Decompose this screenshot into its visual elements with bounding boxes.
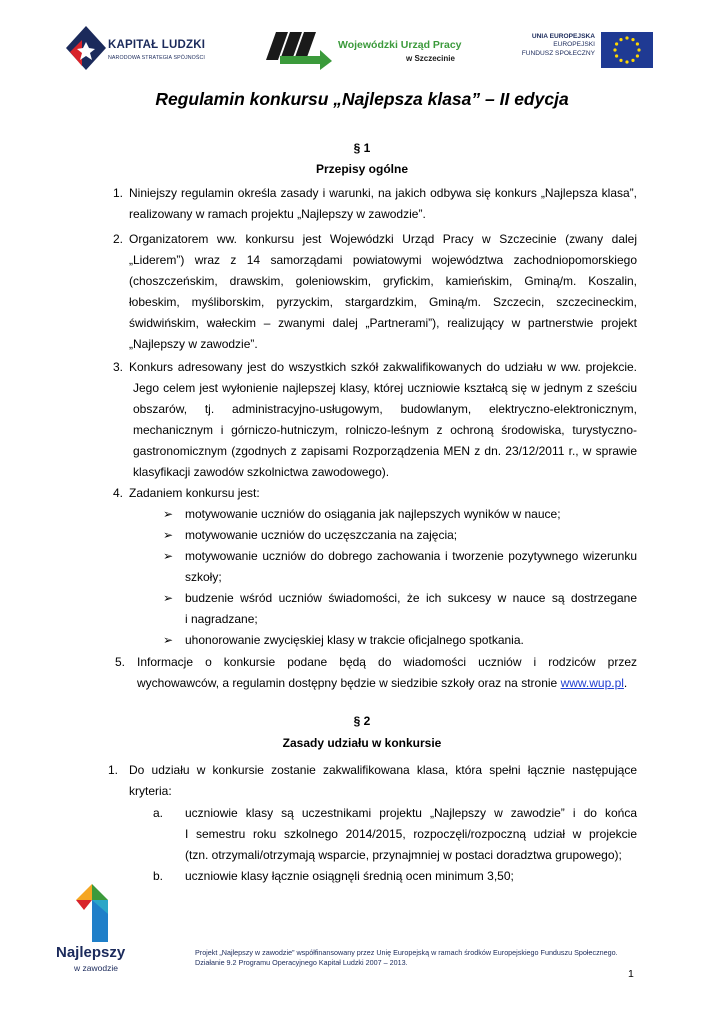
bullet-arrow-icon: ➢ bbox=[163, 549, 174, 563]
footer-line-2: Działanie 9.2 Programu Operacyjnego Kapitał Ludzki 2007 – 2013. bbox=[195, 958, 408, 967]
s2-p1-line-2: kryteria: bbox=[129, 784, 172, 798]
s1-p3-number: 3. bbox=[113, 360, 124, 374]
s1-p3-line-5: gastronomicznym (zgodnych z zapisami Rozporządzenia MEN z dn. 23/12/2011 r., w sprawie bbox=[133, 444, 637, 458]
eu-logo bbox=[513, 32, 653, 68]
s1-p4-number: 4. bbox=[113, 486, 124, 500]
s1-p1-number: 1. bbox=[113, 186, 124, 200]
s2-item-a-line-2: I semestru roku szkolnego 2014/2015, rozpoczęli/rozpoczną udział w projekcie bbox=[185, 827, 637, 841]
section-2-heading: Zasady udziału w konkursie bbox=[282, 736, 442, 750]
kapital-ludzki-mark-icon bbox=[66, 26, 106, 70]
s2-p1-number: 1. bbox=[108, 763, 119, 777]
s1-p2-line-4: łobeskim, myśliborskim, pyrzyckim, stargardzkim, Gminą/m. Szczecin, szczecineckim, bbox=[129, 295, 637, 309]
bullet-arrow-icon: ➢ bbox=[163, 591, 174, 605]
s2-item-a-label: a. bbox=[153, 806, 164, 820]
footer-line-1: Projekt „Najlepszy w zawodzie” współfinansowany przez Unię Europejską w ramach środków Europejskiego Funduszu Społecznego. bbox=[195, 948, 618, 957]
s1-p4-bullet-1: motywowanie uczniów do osiągania jak najlepszych wyników w nauce; bbox=[185, 507, 561, 521]
page-header bbox=[0, 24, 724, 72]
wup-logo bbox=[266, 30, 466, 70]
s1-p4-bullet-3-line-2: szkoły; bbox=[185, 570, 222, 584]
wup-title: Wojewódzki Urząd Pracy bbox=[338, 39, 462, 51]
s1-p2-number: 2. bbox=[113, 232, 124, 246]
s1-p4-bullet-4-line-2: i nagradzane; bbox=[185, 612, 258, 626]
s1-p3-line-3: obszarów, tj. administracyjno-usługowym, budowlanym, elektryczno-elektronicznym, bbox=[133, 402, 637, 416]
s1-p5-line-2 bbox=[137, 676, 627, 690]
eu-line-1: UNIA EUROPEJSKA bbox=[531, 33, 595, 40]
document-title: Regulamin konkursu „Najlepsza klasa” – II edycja bbox=[155, 89, 569, 109]
s1-p5-number: 5. bbox=[115, 655, 126, 669]
s1-p1-line-1: Niniejszy regulamin określa zasady i warunki, na jakich odbywa się konkurs „Najlepsza klasa”, bbox=[129, 186, 637, 200]
s2-item-b-line-1: uczniowie klasy łącznie osiągnęli średnią ocen minimum 3,50; bbox=[185, 869, 514, 883]
kapital-ludzki-subtitle: NARODOWA STRATEGIA SPÓJNOŚCI bbox=[108, 55, 205, 61]
s1-p3-line-4: mechanicznym i górniczo-hutniczym, rolniczo-leśnym z ochroną środowiska, turystyczno- bbox=[133, 423, 637, 437]
s1-p4-bullet-5: uhonorowanie zwycięskiej klasy w trakcie oficjalnego spotkania. bbox=[185, 633, 524, 647]
eu-line-3: FUNDUSZ SPOŁECZNY bbox=[521, 49, 595, 57]
s1-p2-line-1: Organizatorem ww. konkursu jest Wojewódzki Urząd Pracy w Szczecinie (zwany dalej bbox=[129, 232, 637, 246]
kapital-ludzki-logo bbox=[66, 26, 216, 70]
bullet-arrow-icon: ➢ bbox=[163, 633, 174, 647]
eu-flag-icon bbox=[601, 32, 653, 68]
wup-subtitle: w Szczecinie bbox=[406, 54, 455, 63]
section-1-number: § 1 bbox=[353, 141, 371, 155]
s1-p4-bullet-4-line-1: budzenie wśród uczniów świadomości, że ich sukcesy w nauce są dostrzegane bbox=[185, 591, 637, 605]
s1-p4-line-1: Zadaniem konkursu jest: bbox=[129, 486, 260, 500]
page-number: 1 bbox=[628, 968, 634, 980]
s1-p2-line-6: „Najlepszy w zawodzie”. bbox=[129, 337, 258, 351]
s1-p3-line-2: Jego celem jest wyłonienie najlepszej klasy, której uczniowie kształcą się w jednym z sześciu bbox=[133, 381, 637, 395]
s1-p2-line-5: świdwińskim, wałeckim – zwanymi dalej „Partnerami”), realizujący w partnerstwie projekt bbox=[129, 316, 637, 330]
s1-p5-line-2-text: wychowawców, a regulamin dostępny będzie w siedzibie szkoły oraz na stronie bbox=[137, 676, 558, 690]
section-2-number: § 2 bbox=[353, 714, 371, 728]
s1-p5-line-2-end: . bbox=[623, 676, 628, 690]
footer-note bbox=[195, 948, 618, 968]
eu-text bbox=[522, 33, 595, 58]
bullet-arrow-icon: ➢ bbox=[163, 528, 174, 542]
s2-item-a-line-1: uczniowie klasy są uczestnikami projektu „Najlepszy w zawodzie” i do końca bbox=[185, 806, 637, 820]
s1-p2-line-3: (choszczeńskim, drawskim, goleniowskim, gryfickim, kamieńskim, Gminą/m. Koszalin, bbox=[129, 274, 637, 288]
najlepszy-logo-title: Najlepszy bbox=[56, 944, 126, 961]
s1-p3-line-1: Konkurs adresowany jest do wszystkich szkół zakwalifikowanych do udziału w ww. projekcie. bbox=[129, 360, 637, 374]
s2-p1-line-1: Do udziału w konkursie zostanie zakwalifikowana klasa, która spełni łącznie następujące bbox=[129, 763, 637, 777]
eu-line-2: EUROPEJSKI bbox=[553, 41, 595, 49]
s1-p4-bullet-2: motywowanie uczniów do uczęszczania na zajęcia; bbox=[185, 528, 458, 542]
najlepszy-logo-subtitle: w zawodzie bbox=[74, 963, 118, 973]
najlepszy-number-one-icon bbox=[72, 884, 112, 942]
s1-p3-line-6: klasyfikacji zawodów szkolnictwa zawodowego). bbox=[133, 465, 390, 479]
najlepszy-w-zawodzie-logo bbox=[56, 884, 142, 976]
section-1-heading: Przepisy ogólne bbox=[315, 162, 409, 176]
s1-p2-line-2: „Liderem”) wraz z 14 samorządami powiatowymi województwa zachodniopomorskiego bbox=[129, 253, 637, 267]
wup-mark-icon bbox=[266, 30, 332, 70]
bullet-arrow-icon: ➢ bbox=[163, 507, 174, 521]
s1-p5-line-1: Informacje o konkursie podane będą do wiadomości uczniów i rodziców przez bbox=[137, 655, 637, 669]
wup-website-link[interactable]: www.wup.pl bbox=[560, 676, 624, 690]
s2-item-a-line-3: (tzn. otrzymali/otrzymają wsparcie, przynajmniej w postaci doradztwa grupowego); bbox=[185, 848, 622, 862]
kapital-ludzki-title: KAPITAŁ LUDZKI bbox=[108, 39, 206, 51]
s2-item-b-label: b. bbox=[153, 869, 164, 883]
s1-p4-bullet-3-line-1: motywowanie uczniów do dobrego zachowania i tworzenie pozytywnego wizerunku bbox=[185, 549, 637, 563]
s1-p1-line-2: realizowany w ramach projektu „Najlepszy w zawodzie”. bbox=[129, 207, 426, 221]
